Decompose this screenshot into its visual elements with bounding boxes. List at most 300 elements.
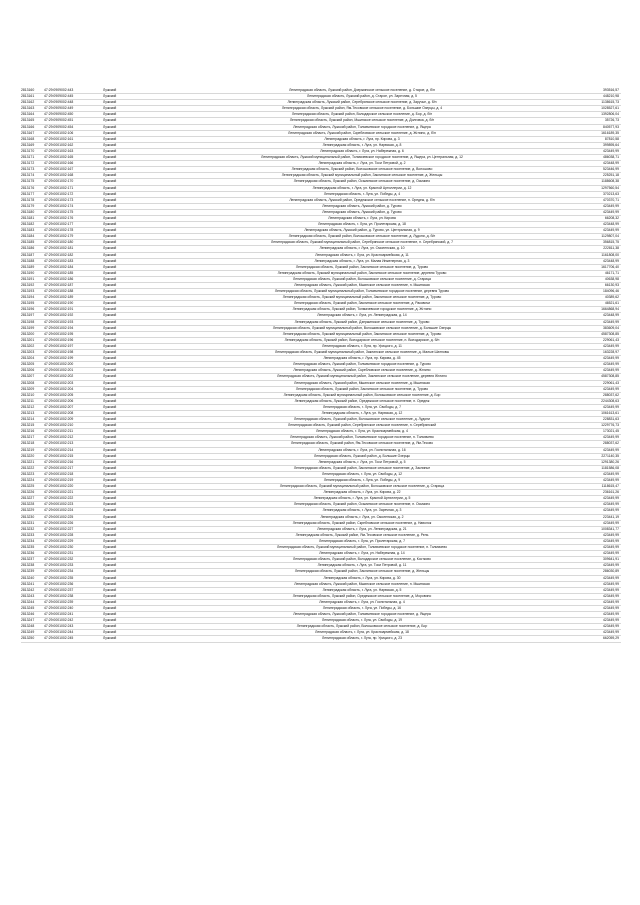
cell-address: Ленинградская область, Лужский район, д. Большие Озерцы <box>314 453 410 458</box>
cell-code: 47:29:0001002:198 <box>44 350 74 355</box>
cell-id: 2813183 <box>21 228 35 233</box>
cell-address: Ленинградская область, Лужский муниципальный район, Заклинское сельское поселение, д. Турово <box>282 295 442 300</box>
cell-amount: 4587308,85 <box>601 374 619 379</box>
cell-district: Лужский <box>103 636 117 641</box>
cell-amount: 423449,99 <box>602 404 619 409</box>
cell-address: Ленинградская область, Лужский район, Володарское сельское поселение, д. Костково <box>293 557 431 562</box>
cell-district: Лужский <box>103 337 117 342</box>
cell-code: 47:29:0001002:195 <box>44 331 74 336</box>
cell-amount: 423449,99 <box>602 435 619 440</box>
cell-address: Ленинградская область, г. Луга, ул. Красноармейская, д. 18 <box>315 630 409 635</box>
cell-district: Лужский <box>103 270 117 275</box>
cell-amount: 423449,99 <box>602 575 619 580</box>
cell-code: 47:29:0001002:228 <box>44 532 74 537</box>
cell-amount: 423449,99 <box>602 630 619 635</box>
cell-id: 2813246 <box>21 612 35 617</box>
cell-district: Лужский <box>103 264 117 269</box>
cell-code: 47:29:0001002:207 <box>44 404 74 409</box>
cell-id: 2813173 <box>21 167 35 172</box>
cell-district: Лужский <box>103 136 117 141</box>
cell-district: Лужский <box>103 502 117 507</box>
cell-code: 47:29:0001002:240 <box>44 605 74 610</box>
cell-amount: 222811,38 <box>603 246 619 251</box>
cell-district: Лужский <box>103 599 117 604</box>
cell-id: 2813190 <box>21 270 35 275</box>
cell-amount: 423449,99 <box>602 612 619 617</box>
cell-id: 2813186 <box>21 246 35 251</box>
cell-code: 47:29:0001002:238 <box>44 593 74 598</box>
cell-amount: 1229776,73 <box>601 423 619 428</box>
cell-code: 47:29:0001002:191 <box>44 307 74 312</box>
table-row <box>21 636 621 642</box>
cell-code: 47:29:0001002:242 <box>44 618 74 623</box>
cell-address: Ленинградская область, г. Луга, ул. Тоси Петровой, д. 11 <box>317 563 407 568</box>
cell-district: Лужский <box>103 441 117 446</box>
cell-id: 2813214 <box>21 417 35 422</box>
cell-code: 47:29:0001002:214 <box>44 447 74 452</box>
cell-amount: 288037,62 <box>602 441 619 446</box>
cell-id: 2813199 <box>21 325 35 330</box>
cell-address: Ленинградская область, Лужский муниципальный район, Волошовское сельское поселение, д. Старица <box>279 484 445 489</box>
cell-amount: 423449,99 <box>602 624 619 629</box>
cell-id: 2813224 <box>21 478 35 482</box>
cell-amount: 423449,99 <box>602 203 619 208</box>
cell-code: 47:29:0001002:193 <box>44 319 74 324</box>
cell-district: Лужский <box>103 593 117 598</box>
cell-id: 2813241 <box>21 581 35 586</box>
cell-amount: 383609,04 <box>602 325 619 330</box>
cell-id: 2813237 <box>21 557 35 562</box>
cell-amount: 423449,99 <box>602 605 619 610</box>
cell-amount: 184096,46 <box>602 289 619 294</box>
cell-address: Ленинградская область, г. Луга, пр. Кирова, д. 45 <box>323 356 401 361</box>
cell-district: Лужский <box>103 94 117 99</box>
cell-district: Лужский <box>103 605 117 610</box>
cell-id: 2813160 <box>21 88 35 92</box>
cell-code: 47:29:0001002:173 <box>44 197 74 202</box>
cell-district: Лужский <box>103 148 117 153</box>
cell-id: 2813191 <box>21 276 35 281</box>
cell-address: Ленинградская область, Лужский район, Толмачевское городское поселение, д. Ящера <box>293 124 431 129</box>
cell-code: 47:29:0001002:229 <box>44 538 74 543</box>
cell-id: 2813231 <box>21 520 35 525</box>
cell-code: 47:29:0001002:226 <box>44 520 74 525</box>
cell-amount: 288037,62 <box>602 392 619 397</box>
cell-district: Лужский <box>103 161 117 166</box>
cell-district: Лужский <box>103 471 117 476</box>
cell-code: 47:29:0001002:188 <box>44 289 74 294</box>
cell-address: Ленинградская область, Лужский район, Волошовское сельское поселение, д. Волошово <box>291 167 433 172</box>
cell-address: Ленинградская область, Лужский район, Оредежское сельское поселение, д. Моровино <box>292 593 432 598</box>
cell-district: Лужский <box>103 283 117 287</box>
cell-district: Лужский <box>103 252 117 257</box>
cell-district: Лужский <box>103 112 117 117</box>
cell-code: 47:29:0001002:204 <box>44 386 74 391</box>
cell-id: 2813196 <box>21 307 35 312</box>
cell-district: Лужский <box>103 325 117 330</box>
cell-id: 2813175 <box>21 179 35 184</box>
cell-id: 2813217 <box>21 435 35 440</box>
cell-address: Ленинградская область, г. Луга, пр. Кирова, д. 3 <box>324 136 400 141</box>
cell-code: 47:29:0001002:183 <box>44 258 74 263</box>
cell-id: 2813176 <box>21 185 35 190</box>
cell-address: Ленинградская область, Лужский район, Мшинское сельское поселение, д. Мшинская <box>294 380 430 385</box>
cell-amount: 423449,99 <box>602 618 619 623</box>
cell-id: 2813165 <box>21 118 35 123</box>
cell-amount: 393516,57 <box>602 88 619 92</box>
cell-code: 47:29:0001002:219 <box>44 478 74 482</box>
cell-district: Лужский <box>103 356 117 361</box>
cell-address: Ленинградская область, г. Луга, ул. Кирова, д. 30 <box>323 575 401 580</box>
cell-id: 2813200 <box>21 331 35 336</box>
cell-amount: 1188608,38 <box>601 179 619 184</box>
cell-address: Ленинградская область, Лужский муниципальный район, Волошовское сельское поселение, д. Большие Озерцы <box>272 325 452 330</box>
cell-code: 47:29:0001002:177 <box>44 222 74 227</box>
cell-amount: 1181586,08 <box>601 465 619 470</box>
cell-district: Лужский <box>103 630 117 635</box>
cell-id: 2813201 <box>21 337 35 342</box>
cell-id: 2813226 <box>21 490 35 495</box>
cell-id: 2813222 <box>21 465 35 470</box>
cell-district: Лужский <box>103 514 117 519</box>
cell-code: 47:29:0001002:225 <box>44 514 74 519</box>
cell-code: 47:29:0001002:237 <box>44 587 74 592</box>
cell-id: 2813208 <box>21 380 35 385</box>
cell-id: 2813240 <box>21 575 35 580</box>
cell-amount: 423449,99 <box>602 520 619 525</box>
cell-district: Лужский <box>103 380 117 385</box>
cell-id: 2813225 <box>21 484 35 489</box>
cell-code: 47:29:0001002:175 <box>44 209 74 214</box>
cell-amount: 4587308,85 <box>601 331 619 336</box>
cell-id: 2813210 <box>21 392 35 397</box>
cell-address: Ленинградская область, г. Луга, ул. Свободы, д. 19 <box>322 618 402 623</box>
cell-code: 47:29:0001002:174 <box>44 203 74 208</box>
cell-id: 2813211 <box>21 398 34 403</box>
cell-address: Ленинградская область, г. Луга, ул. Нарвская, д. 12 <box>321 410 403 415</box>
cell-address: Ленинградская область, г. Луга, ул. Ленинградская, д. 21 <box>317 526 407 531</box>
cell-address: Ленинградская область, г. Луга, ул. Тоси Петровой, д. 5 <box>318 459 406 464</box>
cell-address: Ленинградская область, г. Луга, ул. Госпитальная, д. 4 <box>319 599 405 604</box>
cell-code: 47:29:0001002:170 <box>44 179 74 184</box>
cell-id: 2813242 <box>21 587 35 592</box>
cell-address: Ленинградская область, Лужский район, Осьминское сельское поселение, д. Осьмино <box>293 179 431 184</box>
cell-amount: 1118615,47 <box>601 484 619 489</box>
cell-address: Ленинградская область, г. Луга, ул. Победы, д. 4 <box>323 191 401 196</box>
cell-address: Ленинградская область, г. Луга, ул. Госпитальная, д. 16 <box>318 447 406 452</box>
cell-code: 47:29:0001002:182 <box>44 252 74 257</box>
cell-code: 47:29:0001002:163 <box>44 148 74 153</box>
cell-id: 2813221 <box>21 459 35 464</box>
cell-id: 2813216 <box>21 429 35 434</box>
cell-amount: 423449,99 <box>602 356 619 361</box>
cell-id: 2813162 <box>21 100 35 105</box>
cell-district: Лужский <box>103 155 117 160</box>
cell-amount: 448210,98 <box>602 94 619 99</box>
cell-amount: 309641,91 <box>602 557 619 562</box>
cell-id: 2813197 <box>21 313 35 318</box>
cell-district: Лужский <box>103 569 117 574</box>
cell-district: Лужский <box>103 88 117 92</box>
cell-amount: 229061,43 <box>602 380 619 385</box>
cell-code: 47:29:0001002:192 <box>44 313 74 318</box>
cell-address: Ленинградская область, Лужский район, Серебрянское сельское поселение, п. Серебрянский <box>287 423 437 428</box>
cell-amount: 423448,99 <box>602 161 619 166</box>
cell-amount: 423449,99 <box>602 508 619 513</box>
cell-district: Лужский <box>103 392 117 397</box>
cell-district: Лужский <box>103 624 117 629</box>
cell-code: 47:29:0001002:200 <box>44 362 74 367</box>
cell-code: 47:29:0001002:166 <box>44 161 74 166</box>
cell-code: 47:29:0001002:208 <box>44 410 74 415</box>
cell-district: Лужский <box>103 398 117 403</box>
cell-district: Лужский <box>103 185 117 190</box>
cell-amount: 399895,64 <box>602 142 619 147</box>
cell-id: 2813202 <box>21 343 35 348</box>
cell-amount: 228831,63 <box>602 417 619 422</box>
cell-address: Ленинградская область, Лужский район, Скребловское сельское поселение, д. Жглино, д. б/н <box>288 130 436 135</box>
cell-id: 2813174 <box>21 173 35 178</box>
cell-address: Ленинградская область, Лужский район, Серебрянское сельское поселение, д. Заручье, д. б/н <box>287 100 437 105</box>
cell-district: Лужский <box>103 276 117 281</box>
cell-amount: 423448,99 <box>602 222 619 227</box>
cell-district: Лужский <box>103 246 117 251</box>
cell-district: Лужский <box>103 222 117 227</box>
cell-address: Ленинградская область, Лужский район, Володарское сельское поселение, д. Бор, д. б/н <box>291 112 433 117</box>
cell-address: Ленинградская область, г. Луга, ул. Красноармейская, д. 11 <box>315 252 409 257</box>
cell-code: 47:29:0909002:445 <box>44 94 74 99</box>
cell-code: 47:29:0001002:243 <box>44 624 74 629</box>
cell-district: Лужский <box>103 289 117 294</box>
cell-code: 47:29:0001002:106 <box>44 130 74 135</box>
cell-id: 2813185 <box>21 240 35 245</box>
cell-code: 47:29:0001002:216 <box>44 459 74 464</box>
cell-code: 47:29:0001002:172 <box>44 191 74 196</box>
cell-code: 47:29:0001002:217 <box>44 465 74 470</box>
cell-district: Лужский <box>103 100 117 105</box>
cell-code: 47:29:0001002:189 <box>44 295 74 300</box>
cell-district: Лужский <box>103 532 117 537</box>
cell-id: 2813244 <box>21 599 35 604</box>
cell-code: 47:29:0001002:235 <box>44 575 74 580</box>
cell-code: 47:29:0001002:171 <box>44 185 74 190</box>
cell-amount: 423449,99 <box>602 502 619 507</box>
cell-district: Лужский <box>103 618 117 623</box>
cell-amount: 423449,99 <box>602 551 619 556</box>
cell-district: Лужский <box>103 465 117 470</box>
cell-address: Ленинградская область, г. Луга, ул. Нарвская, д. 5 <box>322 587 402 592</box>
cell-code: 47:29:0001002:223 <box>44 502 74 507</box>
cell-district: Лужский <box>103 478 117 482</box>
cell-code: 47:29:0001002:176 <box>44 215 74 220</box>
cell-amount: 1161808,00 <box>601 252 619 257</box>
cell-amount: 1008341,77 <box>601 526 619 531</box>
cell-code: 47:29:0001002:239 <box>44 599 74 604</box>
cell-amount: 423448,99 <box>602 258 619 263</box>
cell-amount: 423449,99 <box>602 538 619 543</box>
cell-code: 47:29:0001002:167 <box>44 167 74 172</box>
cell-district: Лужский <box>103 612 117 617</box>
cell-address: Ленинградская область, Лужский район, Мшинское сельское поселение, д. Долговка, д. б/н <box>289 118 435 123</box>
cell-code: 47:29:0909002:451 <box>44 118 74 123</box>
cell-district: Лужский <box>103 453 117 458</box>
cell-amount: 840577,93 <box>602 124 619 129</box>
cell-district: Лужский <box>103 228 117 233</box>
cell-amount: 423449,99 <box>602 545 619 550</box>
cell-district: Лужский <box>103 203 117 208</box>
cell-address: Ленинградская область, г. Луга, ул. Тоси Петровой, д. 2 <box>318 161 406 166</box>
cell-id: 2813168 <box>21 136 35 141</box>
cell-code: 47:29:0001002:210 <box>44 423 74 428</box>
cell-district: Лужский <box>103 118 117 123</box>
cell-code: 47:29:0001002:231 <box>44 551 74 556</box>
cell-district: Лужский <box>103 404 117 409</box>
cell-district: Лужский <box>103 362 117 367</box>
cell-address: Ленинградская область, г. Луга, ул. Ленинградская, д. 14 <box>317 313 407 318</box>
cell-code: 47:29:0001002:162 <box>44 142 74 147</box>
cell-address: Ленинградская область, Лужский район, д. Старое, ул. Заречная, д. 5 <box>307 94 417 99</box>
cell-district: Лужский <box>103 124 117 129</box>
cell-id: 2813229 <box>21 508 35 513</box>
cell-address: Ленинградская область, Лужский район, Заклинское сельское поселение, д. Жельцы <box>294 569 430 574</box>
cell-id: 2813164 <box>21 112 35 117</box>
cell-amount: 2244308,63 <box>601 398 619 403</box>
cell-district: Лужский <box>103 484 117 489</box>
cell-code: 47:29:0001002:194 <box>44 325 74 330</box>
cell-address: Ленинградская область, г. Луга, ул. Смоленская, д. 2 <box>320 514 404 519</box>
cell-id: 2813249 <box>21 630 35 635</box>
cell-code: 47:29:0001002:220 <box>44 484 74 489</box>
cell-district: Лужский <box>103 490 117 495</box>
cell-amount: 423449,99 <box>602 148 619 153</box>
cell-code: 47:29:0001002:184 <box>44 264 74 269</box>
cell-address: Ленинградская область, г. Луга, ул. Красноармейская, д. 4 <box>316 429 408 434</box>
cell-district: Лужский <box>103 551 117 556</box>
cell-address: Ленинградская область, Лужский район, Заклинское сельское поселение, д. Раковичи <box>293 301 431 306</box>
cell-amount: 1028527,61 <box>601 106 619 111</box>
cell-address: Ленинградская область, Лужский район, Заклинское сельское поселение, д. Турово <box>295 386 429 391</box>
cell-district: Лужский <box>103 386 117 391</box>
cell-id: 2813218 <box>21 441 35 446</box>
cell-amount: 1617706,40 <box>601 264 619 269</box>
cell-code: 47:29:0001002:205 <box>44 392 74 397</box>
cell-code: 47:29:0001002:165 <box>44 155 74 160</box>
cell-id: 2813230 <box>21 514 35 519</box>
cell-amount: 423449,99 <box>602 447 619 452</box>
cell-amount: 46171,71 <box>604 270 619 275</box>
cell-id: 2813232 <box>21 526 35 531</box>
cell-amount: 229061,43 <box>602 337 619 342</box>
cell-amount: 423448,99 <box>602 313 619 318</box>
cell-id: 2813235 <box>21 545 35 550</box>
cell-id: 2813166 <box>21 124 35 129</box>
cell-id: 2813209 <box>21 386 35 391</box>
cell-district: Лужский <box>103 435 117 440</box>
cell-district: Лужский <box>103 496 117 501</box>
cell-id: 2813187 <box>21 252 35 257</box>
cell-code: 47:29:0001002:186 <box>44 276 74 281</box>
cell-code: 47:29:0001002:232 <box>44 557 74 562</box>
cell-id: 2813172 <box>21 161 35 166</box>
cell-code: 47:29:0001002:241 <box>44 612 74 617</box>
cell-district: Лужский <box>103 191 117 196</box>
cell-code: 47:29:0001002:187 <box>44 283 74 287</box>
cell-code: 47:29:0001002:213 <box>44 441 74 446</box>
cell-code: 47:29:0909002:449 <box>44 106 74 111</box>
cell-address: Ленинградская область, Лужский район, Дзержинское сельское поселение, д. Турово <box>294 319 430 324</box>
cell-address: Ленинградская область, г. Луга, ул. Свободы, д. 7 <box>322 404 402 409</box>
cell-id: 2813223 <box>21 471 35 476</box>
cell-id: 2813234 <box>21 538 35 543</box>
cell-district: Лужский <box>103 557 117 562</box>
cell-id: 2813180 <box>21 209 35 214</box>
cell-district: Лужский <box>103 130 117 135</box>
cell-code: 47:29:0001002:196 <box>44 337 74 342</box>
cell-address: Ленинградская область, Лужский район, Толмачевское городское поселение, д. Турово <box>293 362 431 367</box>
cell-id: 2813192 <box>21 283 35 287</box>
cell-code: 47:29:0001002:161 <box>44 136 74 141</box>
cell-amount: 423449,99 <box>602 319 619 324</box>
cell-amount: 225251,18 <box>602 173 619 178</box>
cell-amount: 423449,99 <box>602 563 619 568</box>
cell-amount: 1129807,04 <box>601 234 619 239</box>
cell-id: 2813178 <box>21 197 35 202</box>
cell-amount: 423449,99 <box>602 368 619 373</box>
cell-address: Ленинградская область, Лужский район, Ям-Тесовское сельское поселение, д. Рель <box>295 532 429 537</box>
cell-amount: 1392806,04 <box>601 112 619 117</box>
cell-address: Ленинградская область, Лужский район, Володарское сельское поселение, п. Володарское, д. б/н <box>284 337 440 342</box>
cell-address: Ленинградская область, Лужский район, Заклинское сельское поселение, д. Заклинье <box>293 465 431 470</box>
cell-amount: 1061613,61 <box>601 410 619 415</box>
cell-id: 2813188 <box>21 258 35 263</box>
cell-address: Ленинградская область, г. Луга, ул. Победы, д. 9 <box>323 478 401 482</box>
cell-id: 2813215 <box>21 423 35 428</box>
cell-id: 2813193 <box>21 289 35 294</box>
cell-address: Ленинградская область, г. Луга, ул. Смоленская, д. 10 <box>319 246 405 251</box>
cell-address: Ленинградская область, г. Луга, ул. Кирова <box>328 215 396 220</box>
cell-code: 47:29:0001002:211 <box>44 429 73 434</box>
cell-address: Ленинградская область, Лужский район, Ям-Тесовское сельское поселение, д. Большие Озерцы, д. 4 <box>281 106 443 111</box>
cell-code: 47:29:0001002:209 <box>44 417 74 422</box>
cell-address: Ленинградская область, г. Луга, ул. Красной Артиллерии, д. 12 <box>312 185 412 190</box>
cell-id: 2813161 <box>21 94 35 99</box>
cell-id: 2813220 <box>21 453 35 458</box>
cell-address: Ленинградская область, Лужский муниципальный район, Толмачевское городское поселение, д. Ящера, ул. Центральная, д. 12 <box>261 155 463 160</box>
cell-district: Лужский <box>103 106 117 111</box>
cell-district: Лужский <box>103 197 117 202</box>
cell-amount: 173021,45 <box>602 429 619 434</box>
cell-amount: 523446,99 <box>602 167 619 172</box>
cell-address: Ленинградская область, Лужский район, д. Турово <box>322 203 402 208</box>
cell-id: 2813179 <box>21 203 35 208</box>
cell-amount: 1138615,73 <box>601 100 619 105</box>
cell-address: Ленинградская область, Лужский район, Мшинское сельское поселение, п. Мшинская <box>294 283 430 287</box>
cell-id: 2813195 <box>21 301 35 306</box>
cell-address: Ленинградская область, Лужский район, Оредежское сельское поселение, п. Оредеж, д. б/н <box>289 197 435 202</box>
cell-amount: 66130,93 <box>604 283 619 287</box>
cell-address: Ленинградская область, Лужский муниципальный район, Заклинское сельское поселение, д. Малые Шатновы <box>274 350 450 355</box>
cell-id: 2813204 <box>21 356 35 361</box>
cell-address: Ленинградская область, г. Луга, ул. Пролетарская, д. 18 <box>318 222 406 227</box>
cell-id: 2813189 <box>21 264 35 269</box>
cell-district: Лужский <box>103 167 117 172</box>
cell-address: Ленинградская область, Лужский район, Волошовское сельское поселение, д. Старица <box>293 276 431 281</box>
cell-address: Ленинградская область, Лужский район, д. Турово <box>322 209 402 214</box>
cell-district: Лужский <box>103 563 117 568</box>
cell-id: 2813213 <box>21 410 35 415</box>
cell-code: 47:29:0001002:197 <box>44 343 74 348</box>
cell-code: 47:29:0001002:185 <box>44 270 74 275</box>
